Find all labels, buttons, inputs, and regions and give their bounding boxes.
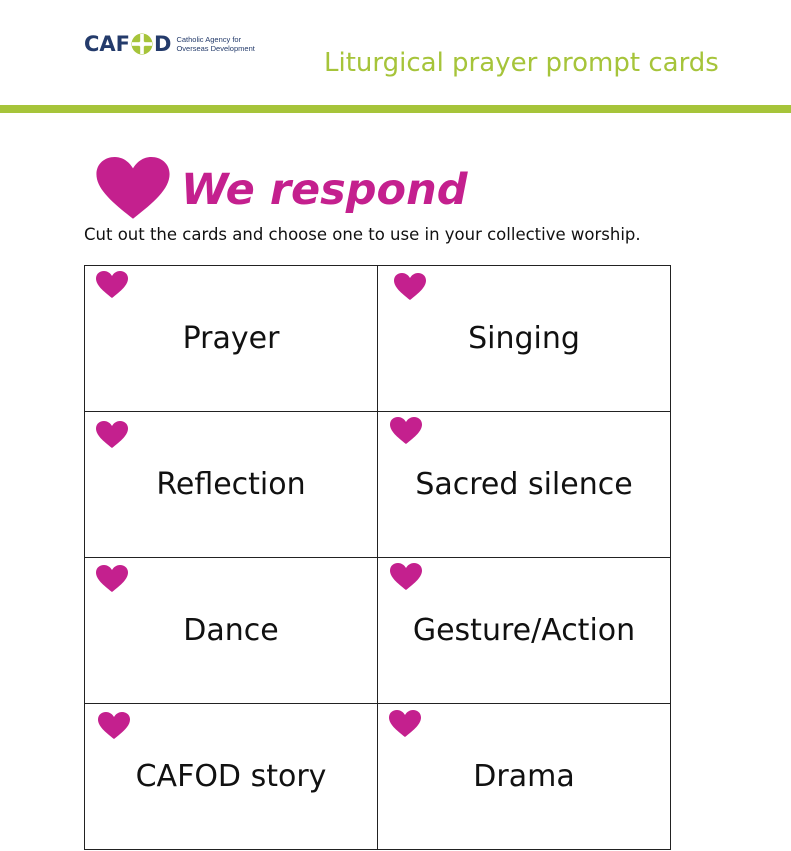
- prompt-card-dance: [85, 558, 378, 704]
- cafod-logo: [84, 31, 276, 57]
- card-row: [85, 704, 671, 850]
- heart-icon: [96, 565, 128, 593]
- heart-icon: [96, 157, 170, 221]
- logo-wordmark: [84, 33, 171, 55]
- prompt-card-drama: [378, 704, 671, 850]
- heart-icon: [394, 273, 426, 301]
- header-divider: [0, 105, 791, 113]
- prompt-card-reflection: [85, 412, 378, 558]
- heart-icon: [389, 710, 421, 738]
- heart-icon: [96, 421, 128, 449]
- card-label: Reflection: [156, 466, 306, 502]
- instructions-text: Cut out the cards and choose one to use in your collective worship.: [84, 225, 641, 244]
- card-label: Sacred silence: [415, 466, 633, 502]
- card-label: Singing: [468, 320, 580, 356]
- card-label: Dance: [183, 612, 279, 648]
- card-row: [85, 558, 671, 704]
- card-label: Gesture/Action: [412, 612, 636, 648]
- card-row: [85, 266, 671, 412]
- document-title: Liturgical prayer prompt cards: [324, 48, 719, 78]
- prompt-card-prayer: [85, 266, 378, 412]
- prompt-card-gesture-action: [378, 558, 671, 704]
- heart-icon: [390, 417, 422, 445]
- logo-subtitle-line-1: Catholic Agency for: [176, 35, 242, 44]
- heart-icon: [96, 271, 128, 299]
- heart-icon: [98, 712, 130, 740]
- section-heading: We respond: [181, 165, 468, 215]
- card-label: Prayer: [182, 320, 280, 356]
- logo-text-right: D: [154, 31, 172, 56]
- prompt-card-cafod-story: [85, 704, 378, 850]
- logo-subtitle-line-2: Overseas Development: [176, 44, 255, 53]
- card-label: Drama: [473, 758, 575, 794]
- card-label: CAFOD story: [135, 758, 327, 794]
- card-row: [85, 412, 671, 558]
- heart-icon: [390, 563, 422, 591]
- cafod-cross-icon: [131, 33, 153, 55]
- logo-subtitle: [176, 35, 276, 53]
- prompt-card-singing: [378, 266, 671, 412]
- prompt-card-grid: [84, 265, 671, 850]
- prompt-card-sacred-silence: [378, 412, 671, 558]
- logo-text-left: CAF: [84, 31, 131, 56]
